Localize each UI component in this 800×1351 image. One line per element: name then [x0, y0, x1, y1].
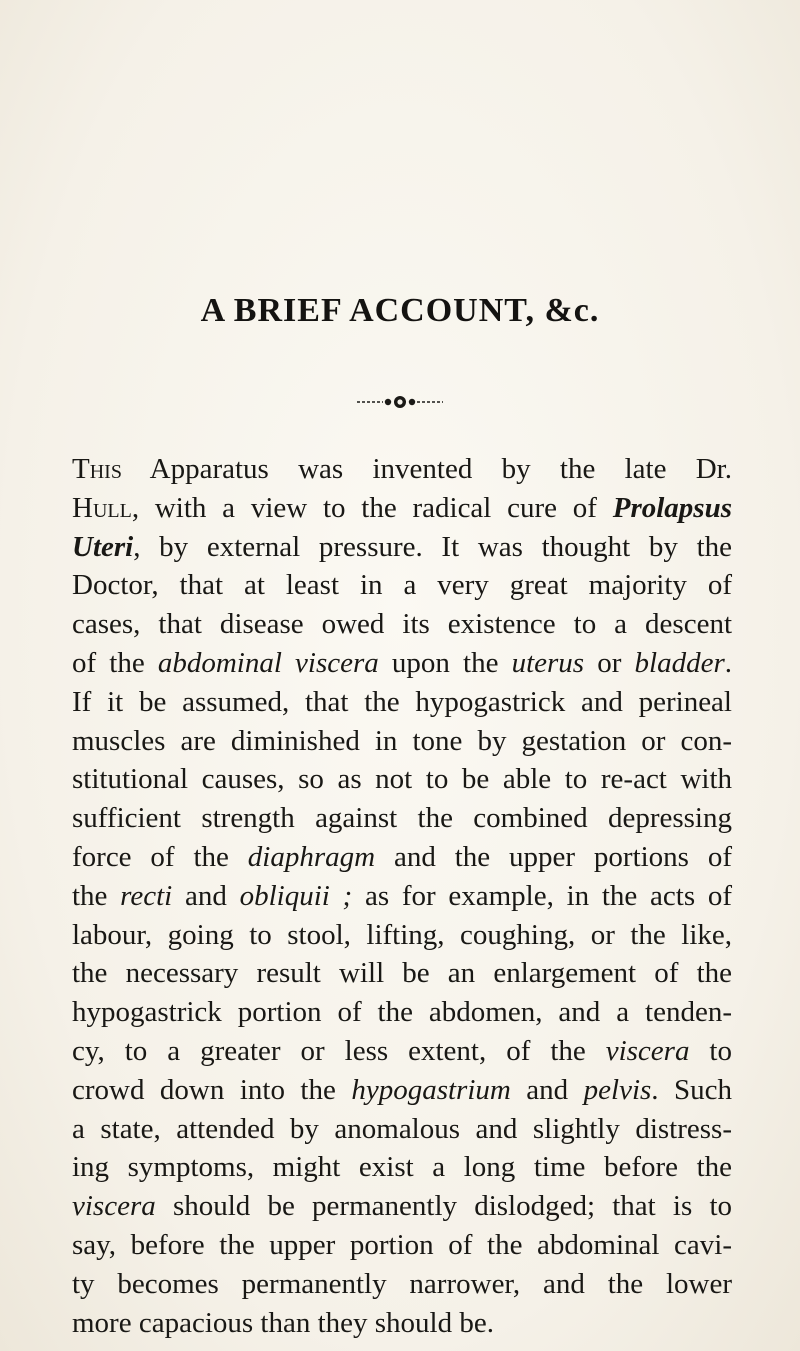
text-line: cases, that disease owed its existence to a descent [72, 608, 732, 641]
italic-term: uterus [511, 646, 585, 679]
italic-term: abdominal viscera [157, 646, 379, 679]
text-run: should be permanently dislodged; that is to [155, 1190, 732, 1223]
italic-term: recti [120, 879, 173, 912]
italic-term: viscera [605, 1034, 690, 1067]
italic-term: Uteri [72, 530, 134, 563]
text-run: crowd down into the [72, 1073, 352, 1106]
text-run: , with a view to the radical cure of [131, 491, 613, 524]
fleuron-ornament-icon [355, 393, 445, 411]
italic-term: hypogastrium [351, 1073, 511, 1106]
text-run: . [724, 646, 732, 679]
text-line: labour, going to stool, lifting, coughing, or the like, [72, 918, 732, 951]
text-line: more capacious than they should be. [72, 1306, 494, 1339]
text-line: a state, attended by anomalous and slightly distress- [72, 1112, 732, 1145]
italic-term: pelvis [583, 1073, 652, 1106]
small-caps-word: This [72, 453, 122, 485]
italic-term: viscera [72, 1190, 156, 1223]
text-line [72, 1032, 732, 1071]
text-run: Apparatus was invented by the late Dr. [121, 453, 732, 485]
text-line [72, 1071, 732, 1110]
text-run: or [584, 646, 635, 679]
text-line: sufficient strength against the combined depressing [72, 802, 732, 835]
text-run: as for example, in the acts of [352, 879, 733, 912]
italic-term: diaphragm [247, 840, 376, 873]
text-run: to [689, 1034, 732, 1067]
text-line [72, 489, 732, 528]
text-line [72, 877, 732, 916]
text-run: . Such [651, 1073, 733, 1106]
text-line [72, 1187, 732, 1226]
italic-term: bladder [634, 646, 725, 679]
text-run: of the [72, 646, 158, 679]
text-line: muscles are diminished in tone by gestation or con- [72, 724, 732, 757]
text-run: and the upper portions of [375, 840, 732, 873]
text-line: stitutional causes, so as not to be able to re-act with [72, 763, 732, 796]
text-line: If it be assumed, that the hypogastrick and perineal [72, 685, 732, 718]
text-line [72, 644, 732, 683]
small-caps-name: Hull [72, 491, 132, 524]
text-line: say, before the upper portion of the abdominal cavi- [72, 1228, 732, 1261]
body-paragraph [72, 450, 732, 1342]
text-line: hypogastrick portion of the abdomen, and a tenden- [72, 996, 732, 1029]
text-line: the necessary result will be an enlargement of the [72, 957, 732, 990]
text-run: the [72, 879, 121, 912]
text-run: and [172, 879, 240, 912]
text-run: and [510, 1073, 584, 1106]
text-line: ing symptoms, might exist a long time before the [72, 1151, 732, 1184]
italic-term: obliquii ; [239, 879, 353, 912]
text-line [72, 450, 732, 489]
text-run: force of the [72, 840, 248, 873]
text-run: , by external pressure. It was thought by the [133, 530, 732, 563]
page-heading: A BRIEF ACCOUNT, &c. [200, 292, 600, 329]
text-line: ty becomes permanently narrower, and the lower [72, 1267, 732, 1300]
text-line [72, 528, 732, 567]
italic-term: Prolapsus [612, 491, 732, 524]
text-line [72, 838, 732, 877]
text-line: Doctor, that at least in a very great majority of [72, 569, 732, 602]
text-run: cy, to a greater or less extent, of the [72, 1034, 606, 1067]
text-run: upon the [378, 646, 512, 679]
